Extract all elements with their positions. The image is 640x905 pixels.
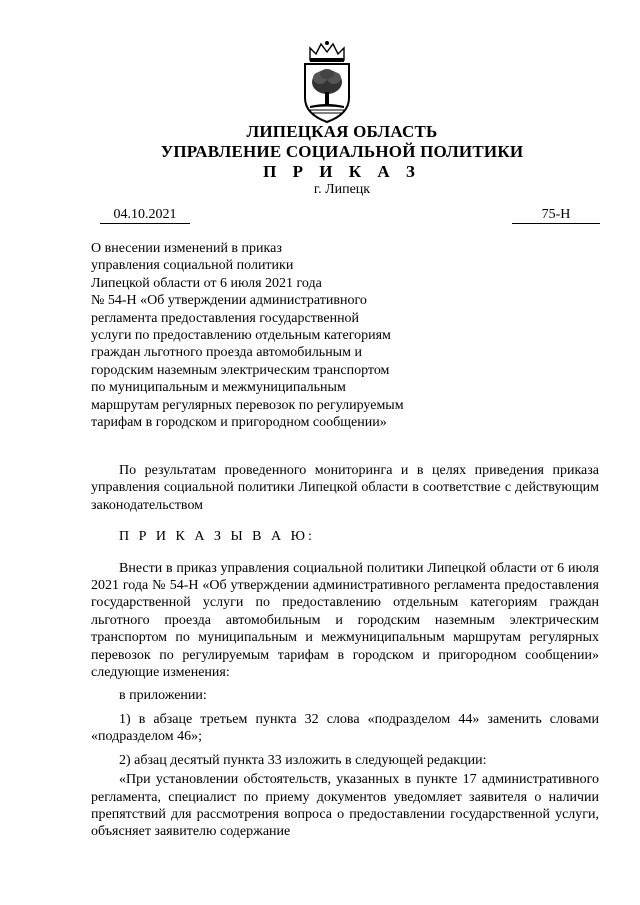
- city-name: г. Липецк: [313, 182, 371, 197]
- subject-line: тарифам в городском и пригородном сообщении»: [91, 415, 387, 431]
- document-number: 75-Н: [512, 206, 600, 224]
- subject-line: городским наземным электрическим транспортом: [91, 362, 390, 378]
- subject-line: по муниципальным и межмуниципальным: [91, 380, 346, 396]
- subject-line: граждан льготного проезда автомобильным и: [91, 345, 362, 361]
- document-date: 04.10.2021: [100, 206, 190, 224]
- preamble-paragraph: По результатам проведенного мониторинга и в целях приведения приказа управления социальной политики Липецкой области в соответствие с действующим законодательством: [91, 463, 599, 513]
- department-title: УПРАВЛЕНИЕ СОЦИАЛЬНОЙ ПОЛИТИКИ: [160, 142, 524, 161]
- subject-line: регламента предоставления государственной: [91, 310, 360, 326]
- subject-line: маршрутам регулярных перевозок по регулируемым: [91, 397, 404, 413]
- subject-line: управления социальной политики: [91, 258, 294, 274]
- paragraph-new-wording: «При установлении обстоятельств, указанных в пункте 17 административного регламента, специалист по приему документов уведомляет заявителя о наличии препятствий для рассмотрения вопроса о предоставлении государственной услуги, объясняет заявителю содержание: [91, 772, 599, 840]
- subject-line: О внесении изменений в приказ: [91, 241, 282, 256]
- region-title: ЛИПЕЦКАЯ ОБЛАСТЬ: [246, 122, 438, 141]
- paragraph-in-appendix: в приложении:: [119, 688, 207, 704]
- paragraph-item-1: 1) в абзаце третьем пункта 32 слова «подразделом 44» заменить словами «подразделом 46»;: [91, 711, 599, 745]
- subject-line: № 54-Н «Об утверждении административного: [91, 293, 367, 309]
- paragraph-amendment: Внести в приказ управления социальной политики Липецкой области от 6 июля 2021 года № 54-Н «Об утверждении административного регламента предоставления государственной услуги по предоставлению отдельным категориям граждан льготного проезда автомобильным и городским наземным электрическим транспортом по муниципальным и межмуниципальным маршрутам регулярных перевозок по регулируемым тарифам в городском и пригородном сообщении» следующие изменения:: [91, 560, 599, 681]
- document-body: [91, 462, 599, 841]
- document-type: П Р И К А З: [263, 162, 421, 181]
- subject-line: услуги по предоставлению отдельным категориям: [91, 328, 391, 344]
- paragraph-item-2: 2) абзац десятый пункта 33 изложить в следующей редакции:: [119, 752, 487, 768]
- subject-line: Липецкой области от 6 июля 2021 года: [91, 275, 322, 291]
- order-heading: П Р И К А З Ы В А Ю:: [119, 529, 315, 545]
- document-subject: [91, 240, 471, 431]
- coat-of-arms-emblem: [296, 38, 358, 126]
